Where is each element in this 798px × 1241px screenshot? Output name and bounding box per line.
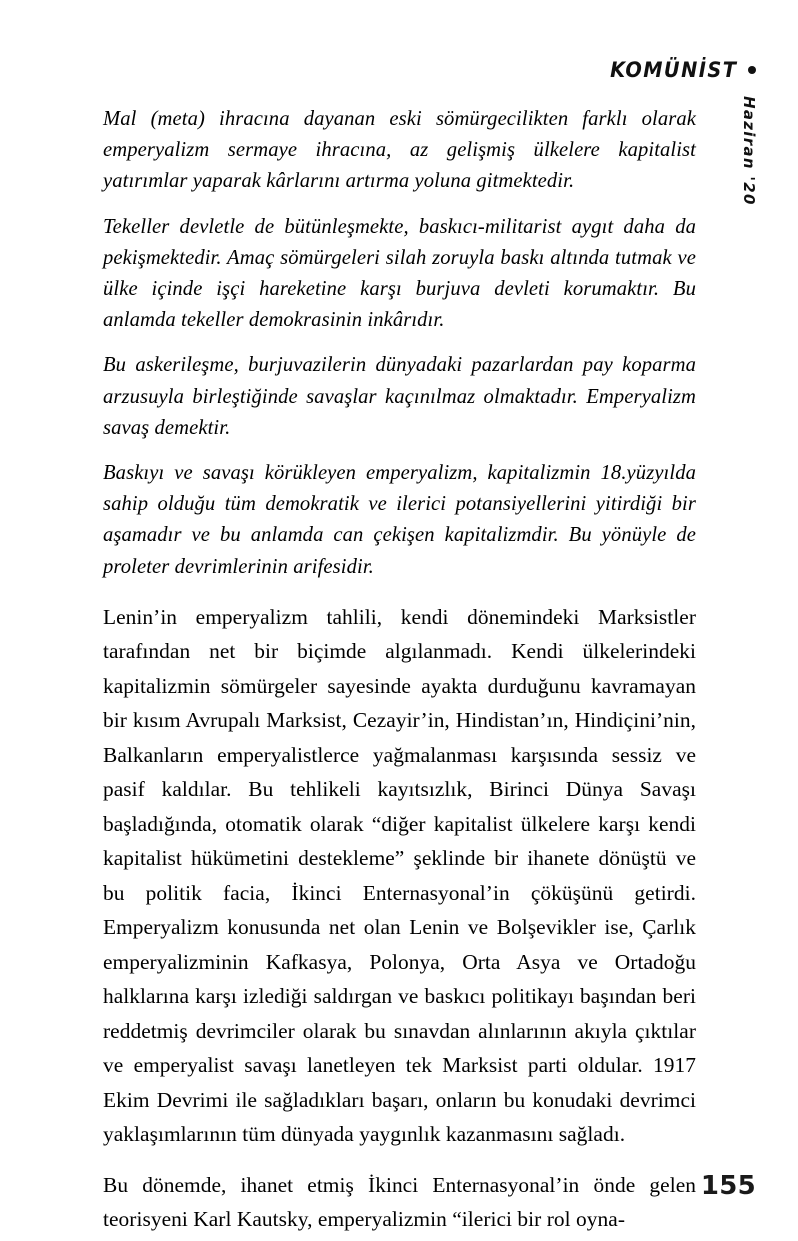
page-number: 155 <box>700 1171 756 1201</box>
body-paragraph: Bu dönemde, ihanet etmiş İkinci Enternasyonal’in önde gelen teorisyeni Karl Kautsky, emperyalizmin “ilerici bir rol oyna- <box>103 1172 696 1232</box>
issue-date-label: Haziran '20 <box>740 96 758 206</box>
bullet-dot-icon <box>748 66 756 74</box>
issue-date-vertical <box>738 96 760 216</box>
body-paragraph: Lenin’in emperyalizm tahlili, kendi dönemindeki Marksistler tarafından net bir biçimde algılanmadı. Kendi ülkelerindeki kapitalizmin sömürgeler sayesinde ayakta durduğunu kavramayan bir kısım Avrupalı Marksist, Cezayir’in, Hindistan’ın, Hindiçini’nin, Balkanların emperyalistlerce yağmalanması karşısında sessiz ve pasif kaldılar. Bu tehlikeli kayıtsızlık, Birinci Dünya Savaşı başladığında, otomatik olarak “diğer kapitalist ülkelere karşı kendi kapitalist hükümetini destekleme” şeklinde bir ihanete dönüştü ve bu politik facia, İkinci Enternasyonal’in çöküşünü getirdi. Emperyalizm konusunda net olan Lenin ve Bolşevikler ise, Çarlık emperyalizminin Kafkasya, Polonya, Orta Asya ve Ortadoğu halklarına karşı izlediği saldırgan ve baskıcı politikayı başından beri reddetmiş devrimciler olarak bu sınavdan alınlarının akıyla çıktılar ve emperyalist savaşı lanetleyen tek Marksist parti oldular. 1917 Ekim Devrimi ile sağladıkları başarı, onların bu konudaki devrimci yaklaşımlarının tüm dünyada yaygınlık kazanmasını sağladı. <box>103 604 696 1147</box>
text-column <box>103 104 696 1237</box>
publication-title: KOMÜNİST <box>609 57 737 83</box>
body-text-block <box>103 600 696 1237</box>
running-head <box>596 56 756 84</box>
lead-paragraph: Tekeller devletle de bütünleşmekte, baskıcı-militarist aygıt daha da pekişmektedir. Amaç sömürgeleri silah zoruyla baskı altında tutmak ve ülke içinde işçi hareketine karşı burjuva devleti korumaktır. Bu anlamda tekeller demokrasinin inkârıdır. <box>103 215 696 332</box>
lead-paragraph: Mal (meta) ihracına dayanan eski sömürgecilikten farklı olarak emperyalizm sermaye ihracına, az gelişmiş ülkelere kapitalist yatırımlar yaparak kârlarını artırma yoluna gitmektedir. <box>103 108 696 193</box>
lead-paragraph: Baskıyı ve savaşı körükleyen emperyalizm, kapitalizmin 18.yüzyılda sahip olduğu tüm demokratik ve ilerici potansiyellerini yitirdiği bir aşamadır ve bu anlamda can çekişen kapitalizmdir. Bu yönüyle de proleter devrimlerinin arifesidir. <box>103 462 696 578</box>
lead-paragraph: Bu askerileşme, burjuvazilerin dünyadaki pazarlardan pay koparma arzusuyla birleştiğinde savaşlar kaçınılmaz olmaktadır. Emperyalizm savaş demektir. <box>103 354 696 439</box>
